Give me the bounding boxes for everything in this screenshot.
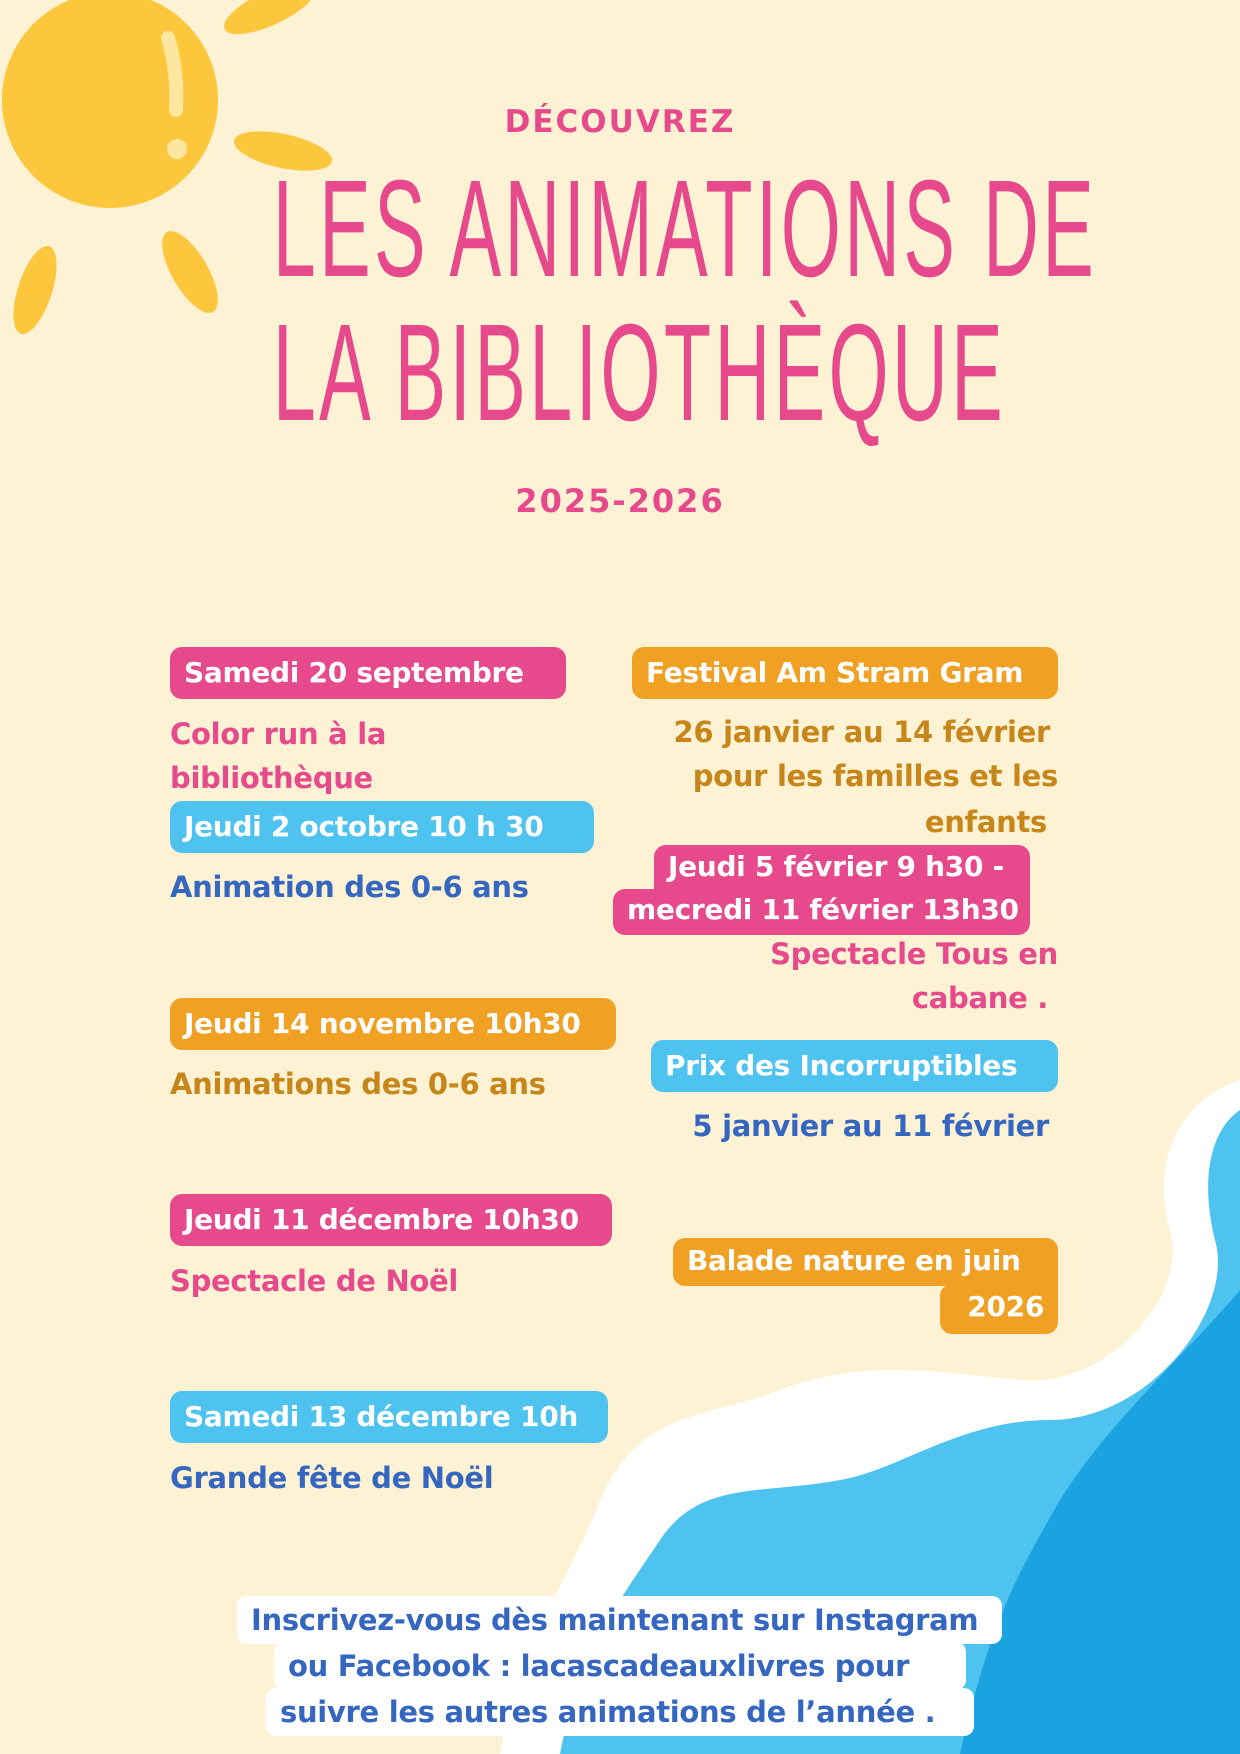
page-title-line2: LA BIBLIOTHÈQUE — [272, 296, 1007, 450]
kicker-text: DÉCOUVREZ — [504, 104, 736, 140]
festival-dates: 26 janvier au 14 février — [673, 715, 1050, 749]
event-date-badge: Samedi 13 décembre 10h — [170, 1391, 608, 1443]
spectacle-description: Spectacle Tous en — [770, 937, 1058, 971]
prix-dates: 5 janvier au 11 février — [692, 1109, 1049, 1143]
festival-title-badge: Festival Am Stram Gram — [632, 647, 1058, 699]
event-description: Color run à la — [170, 717, 387, 751]
footer-cta: ou Facebook : lacascadeauxlivres pour — [274, 1642, 966, 1690]
event-description: Spectacle de Noël — [170, 1264, 459, 1298]
spectacle-date-badge: Jeudi 5 février 9 h30 - — [654, 845, 1030, 889]
festival-audience: enfants — [924, 805, 1047, 839]
event-description: Animation des 0-6 ans — [170, 870, 529, 904]
event-description: Grande fête de Noël — [170, 1461, 494, 1495]
balade-badge: 2026 — [940, 1284, 1058, 1334]
event-date-badge: Jeudi 14 novembre 10h30 — [170, 998, 616, 1050]
season-year: 2025-2026 — [515, 482, 725, 520]
event-date-badge: Jeudi 11 décembre 10h30 — [170, 1194, 612, 1246]
event-date-badge: Jeudi 2 octobre 10 h 30 — [170, 801, 594, 853]
festival-audience: pour les familles et les — [692, 759, 1058, 793]
spectacle-date-badge: mecredi 11 février 13h30 — [613, 889, 1030, 935]
prix-title-badge: Prix des Incorruptibles — [651, 1040, 1058, 1092]
spectacle-description: cabane . — [911, 981, 1048, 1015]
event-date-badge: Samedi 20 septembre — [170, 647, 566, 699]
footer-cta: Inscrivez-vous dès maintenant sur Instagram — [237, 1596, 1002, 1644]
event-description: bibliothèque — [170, 761, 373, 795]
balade-badge: Balade nature en juin — [673, 1238, 1058, 1286]
footer-cta: suivre les autres animations de l’année . — [266, 1688, 974, 1736]
event-description: Animations des 0-6 ans — [170, 1067, 546, 1101]
page-title-line1: LES ANIMATIONS DE — [272, 152, 1098, 306]
